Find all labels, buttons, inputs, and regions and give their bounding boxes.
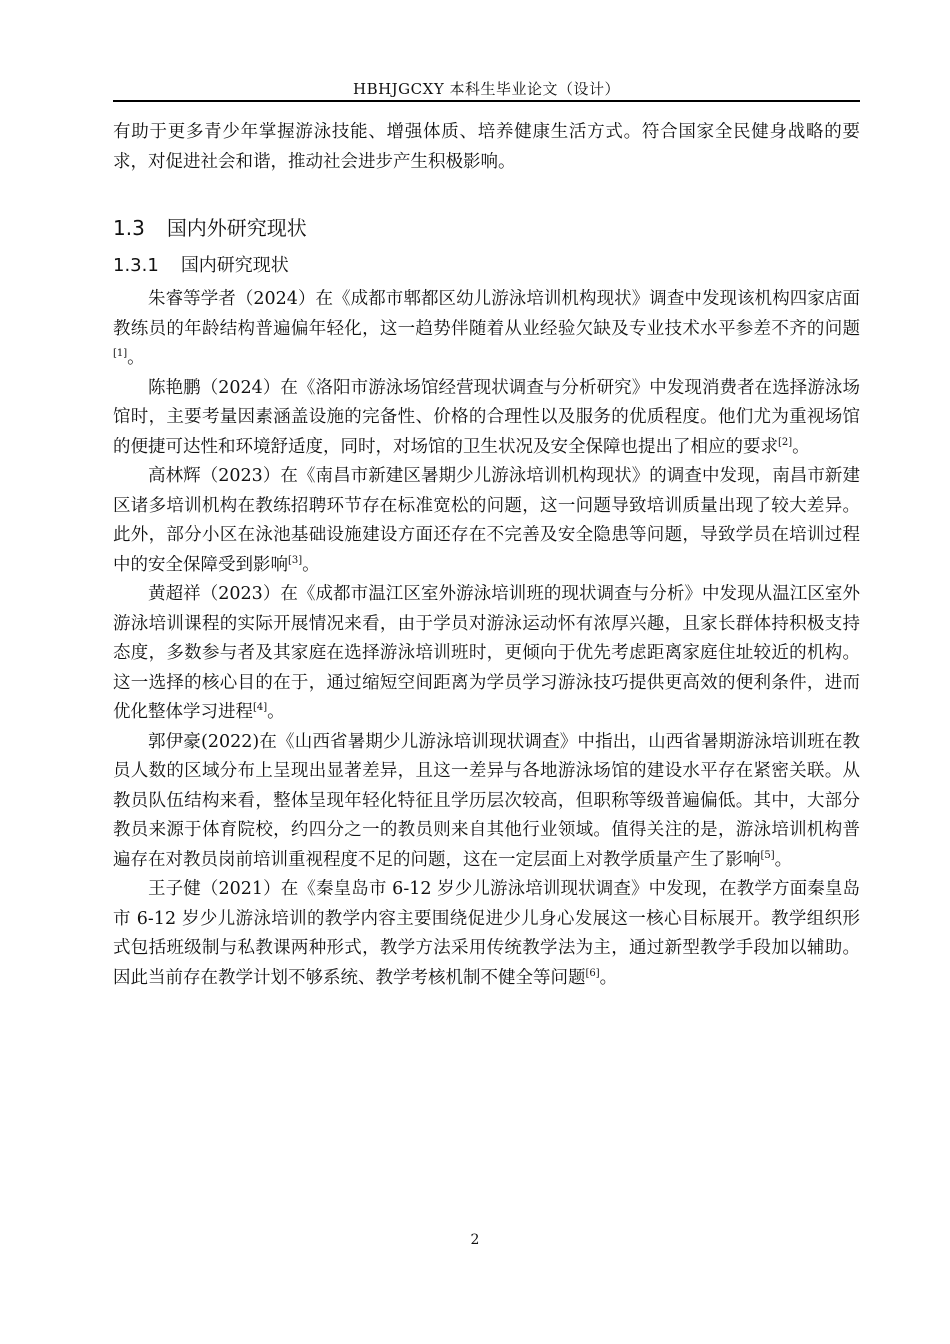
paragraph-end: 。: [774, 849, 793, 870]
body-paragraph: [113, 374, 860, 463]
paragraph-end: 。: [792, 436, 810, 457]
citation-ref: [1]: [113, 348, 128, 359]
section-title: 国内外研究现状: [166, 216, 307, 240]
paragraph-text: 陈艳鹏（2024）在《洛阳市游泳场馆经营现状调查与分析研究》中发现消费者在选择游泳场馆时，主要考量因素涵盖设施的完备性、价格的合理性以及服务的优质程度。他们尤为重视场馆的便捷可达性和环境舒适度，同时，对场馆的卫生状况及安全保障也提出了相应的要求: [113, 377, 860, 457]
subsection-title: 国内研究现状: [180, 255, 289, 276]
paragraph-end: 。: [267, 702, 285, 722]
paragraph-text: 王子健（2021）在《秦皇岛市 6-12 岁少儿游泳培训现状调查》中发现，在教学方面秦皇岛市 6-12 岁少儿游泳培训的教学内容主要围绕促进少儿身心发展这一核心目标展开。教学组织形式包括班级制与私教课两种形式，教学方法采用传统教学法为主，通过新型教学手段加以辅助。因此当前存在教学计划不够系统、教学考核机制不健全等问题: [113, 879, 860, 988]
paragraph-text: 黄超祥（2023）在《成都市温江区室外游泳培训班的现状调查与分析》中发现从温江区室外游泳培训课程的实际开展情况来看，由于学员对游泳运动怀有浓厚兴趣，且家长群体持积极支持态度，多数参与者及其家庭在选择游泳培训班时，更倾向于优先考虑距离家庭住址较近的机构。这一选择的核心目的在于，通过缩短空间距离为学员学习游泳技巧提供更高效的便利条件，进而优化整体学习进程: [113, 584, 860, 722]
paragraph-end: 。: [302, 554, 320, 575]
citation-ref: [2]: [778, 436, 793, 448]
body-paragraph: [113, 875, 860, 993]
paragraph-end: 。: [599, 967, 618, 988]
body-paragraph: [113, 580, 860, 728]
page-number: 2: [470, 1232, 480, 1248]
paragraph-text: 高林辉（2023）在《南昌市新建区暑期少儿游泳培训机构现状》的调查中发现，南昌市新建区诸多培训机构在教练招聘环节存在标准宽松的问题，这一问题导致培训质量出现了较大差异。此外，部分小区在泳池基础设施建设方面还存在不完善及安全隐患等问题，导致学员在培训过程中的安全保障受到影响: [113, 466, 860, 575]
paragraph-text: 朱睿等学者（2024）在《成都市郫都区幼儿游泳培训机构现状》调查中发现该机构四家店面教练员的年龄结构普遍偏年轻化，这一趋势伴随着从业经验欠缺及专业技术水平参差不齐的问题: [113, 289, 860, 339]
body-paragraph: [113, 285, 860, 374]
page-body: [113, 118, 860, 993]
running-header: HBHJGCXY 本科生毕业论文（设计）: [352, 80, 620, 98]
citation-ref: [4]: [253, 702, 268, 713]
paragraph-text: 郭伊豪(2022)在《山西省暑期少儿游泳培训现状调查》中指出，山西省暑期游泳培训班在教员人数的区域分布上呈现出显著差异，且这一差异与各地游泳场馆的建设水平存在紧密关联。从教员队伍结构来看，整体呈现年轻化特征且学历层次较高，但职称等级普遍偏低。其中，大部分教员来源于体育院校，约四分之一的教员则来自其他行业领域。值得关注的是，游泳培训机构普遍存在对教员岗前培训重视程度不足的问题，这在一定层面上对教学质量产生了影响: [113, 731, 860, 870]
body-paragraph: [113, 462, 860, 580]
section-number: 1.3: [113, 216, 145, 240]
paragraph-end: 。: [127, 348, 145, 368]
header-rule: [113, 100, 860, 102]
citation-ref: [5]: [760, 849, 775, 861]
subsection-number: 1.3.1: [113, 255, 159, 276]
body-paragraph: [113, 728, 860, 876]
section-heading: [113, 213, 860, 243]
citation-ref: [6]: [585, 967, 600, 979]
intro-paragraph: 有助于更多青少年掌握游泳技能、增强体质、培养健康生活方式。符合国家全民健身战略的要求，对促进社会和谐，推动社会进步产生积极影响。: [113, 122, 860, 172]
citation-ref: [3]: [288, 554, 303, 566]
subsection-heading: [113, 251, 860, 281]
